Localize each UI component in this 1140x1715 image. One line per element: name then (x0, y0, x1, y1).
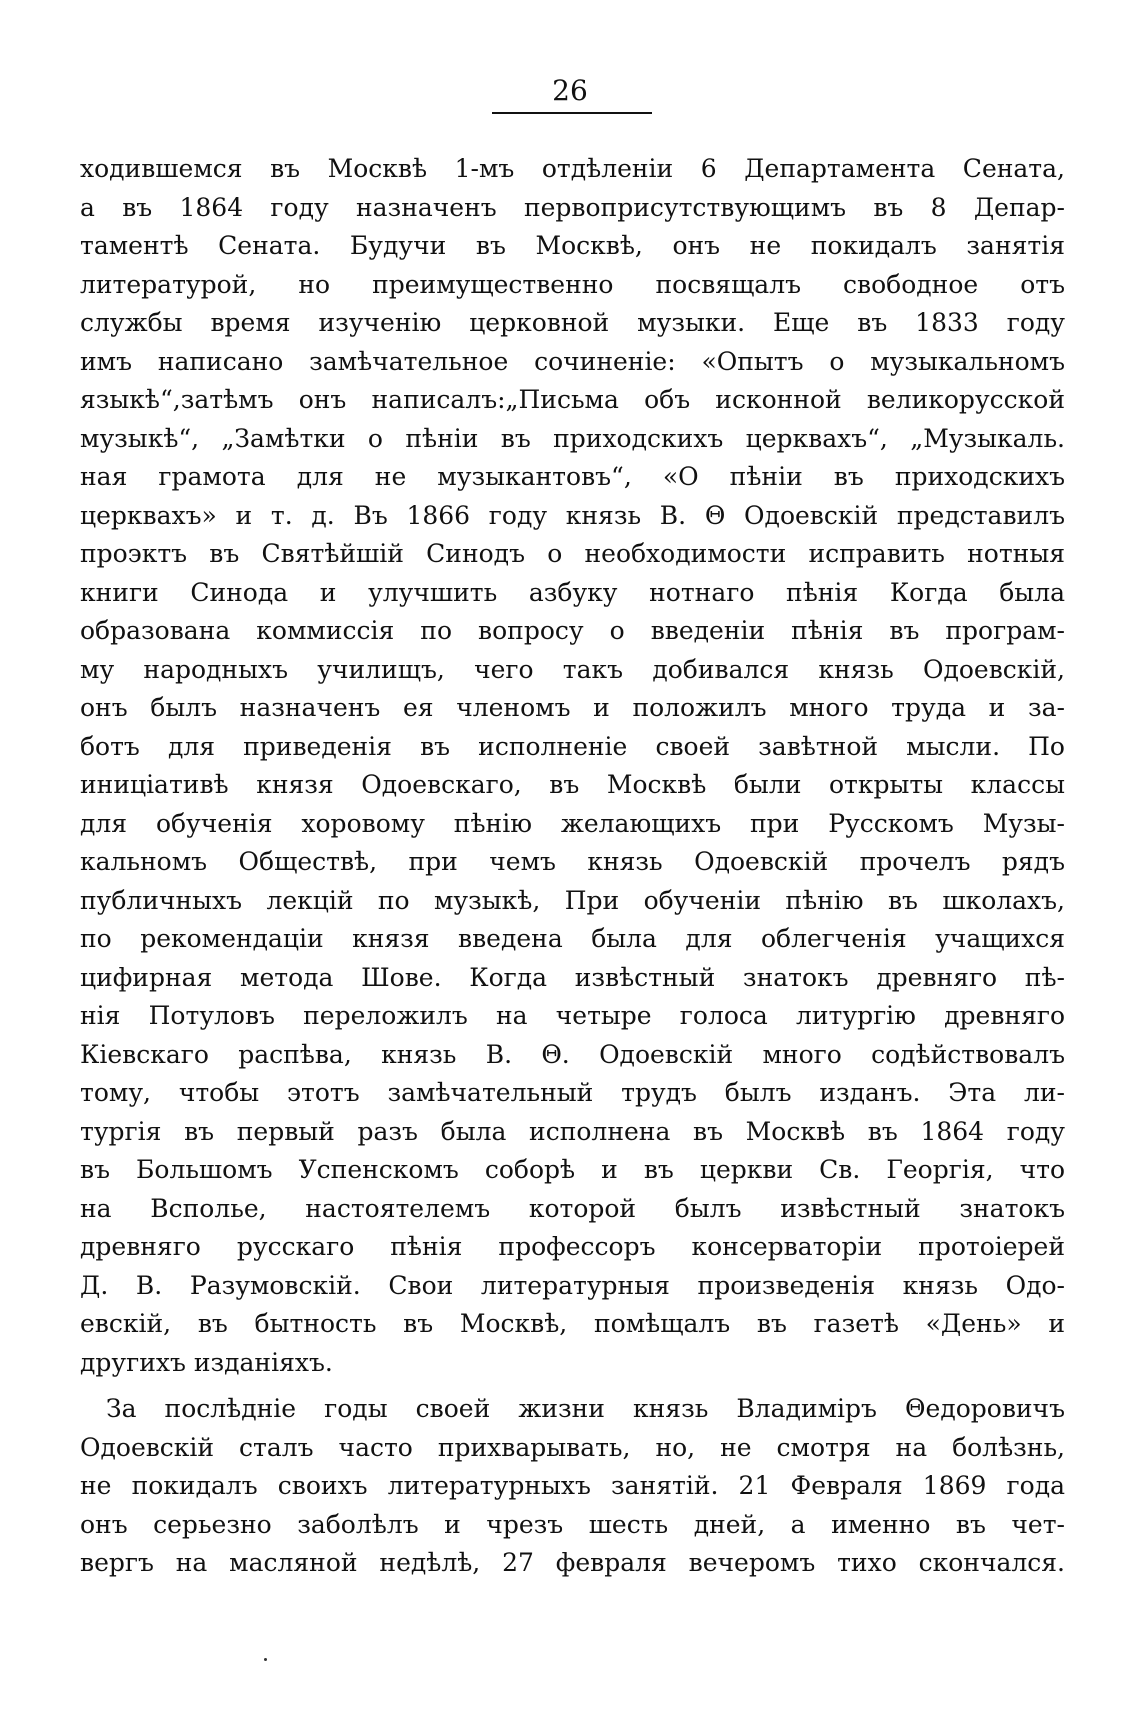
text-line: для обученія хоровому пѣнію желающихъ при Русскомъ Музы- (80, 808, 1065, 838)
text-line: ная грамота для не музыкантовъ“, «О пѣніи въ приходскихъ (80, 462, 1065, 491)
text-line: Д. В. Разумовскій. Свои литературныя произведенія князь Одо- (80, 1270, 1065, 1300)
text-line: а въ 1864 году назначенъ первоприсутствующимъ въ 8 Депар- (80, 192, 1065, 222)
text-line: имъ написано замѣчательное сочиненіе: «Опытъ о музыкальномъ (80, 346, 1065, 376)
text-line: музыкѣ“, „Замѣтки о пѣніи въ приходскихъ церквахъ“, „Музыкаль. (80, 423, 1065, 453)
text-line: литературой, но преимущественно посвящалъ свободное отъ (80, 269, 1065, 299)
paragraph-gap (80, 1382, 1065, 1390)
print-speck (264, 1658, 267, 1661)
text-line: кальномъ Обществѣ, при чемъ князь Одоевскій прочелъ рядъ (80, 847, 1065, 876)
text-line: тому, чтобы этотъ замѣчательный трудъ былъ изданъ. Эта ли- (80, 1078, 1065, 1107)
text-line: древняго русскаго пѣнія профессоръ консерваторіи протоіерей (80, 1232, 1065, 1261)
text-line: на Всполье, настоятелемъ которой былъ извѣстный знатокъ (80, 1193, 1065, 1223)
text-line: иниціативѣ князя Одоевскаго, въ Москвѣ были открыты классы (80, 770, 1065, 799)
paragraph-2 (80, 1390, 1065, 1583)
text-line: проэктъ въ Святѣйшій Синодъ о необходимости исправить нотныя (80, 539, 1065, 568)
text-line: ходившемся въ Москвѣ 1-мъ отдѣленіи 6 Департамента Сената, (80, 154, 1065, 183)
text-line: евскій, въ бытность въ Москвѣ, помѣщалъ въ газетѣ «День» и (80, 1309, 1065, 1338)
text-line: книги Синода и улучшить азбуку нотнаго пѣнія Когда была (80, 577, 1065, 607)
text-line: другихъ изданіяхъ. (80, 1347, 333, 1377)
text-line: цифирная метода Шове. Когда извѣстный знатокъ древняго пѣ- (80, 962, 1065, 992)
text-line: въ Большомъ Успенскомъ соборѣ и въ церкви Св. Георгія, что (80, 1155, 1065, 1184)
text-line: нія Потуловъ переложилъ на четыре голоса литургію древняго (80, 1001, 1065, 1030)
text-line: не покидалъ своихъ литературныхъ занятій. 21 Февраля 1869 года (80, 1471, 1065, 1500)
paragraph-1 (80, 150, 1065, 1382)
text-line: Кіевскаго распѣва, князь В. Θ. Одоевскій много содѣйствовалъ (80, 1039, 1065, 1069)
text-line: За послѣдніе годы своей жизни князь Владиміръ Θедоровичъ (106, 1394, 1065, 1423)
text-line: публичныхъ лекцій по музыкѣ, При обученіи пѣнію въ школахъ, (80, 885, 1065, 915)
text-line: языкѣ“,затѣмъ онъ написалъ:„Письма объ исконной великорусской (80, 385, 1065, 414)
text-line: тургія въ первый разъ была исполнена въ Москвѣ въ 1864 году (80, 1116, 1065, 1146)
page-number: 26 (552, 74, 588, 107)
text-line: церквахъ» и т. д. Въ 1866 году князь В. Θ Одоевскій представилъ (80, 500, 1065, 530)
text-line: образована коммиссія по вопросу о введеніи пѣнія въ програм- (80, 616, 1065, 645)
text-line: онъ былъ назначенъ ея членомъ и положилъ много труда и за- (80, 693, 1065, 722)
text-line: онъ серьезно заболѣлъ и чрезъ шесть дней, а именно въ чет- (80, 1509, 1065, 1539)
header-rule (492, 112, 652, 114)
text-line: вергъ на масляной недѣлѣ, 27 февраля вечеромъ тихо скончался. (80, 1548, 1065, 1577)
text-line: му народныхъ училищъ, чего такъ добивался князь Одоевскій, (80, 654, 1065, 684)
body-text (80, 150, 1065, 1583)
text-line: по рекомендаціи князя введена была для облегченія учащихся (80, 924, 1065, 953)
text-line: ботъ для приведенія въ исполненіе своей завѣтной мысли. По (80, 731, 1065, 761)
text-line: таментѣ Сената. Будучи въ Москвѣ, онъ не покидалъ занятія (80, 231, 1065, 260)
text-line: службы время изученію церковной музыки. Еще въ 1833 году (80, 308, 1065, 337)
text-line: Одоевскій сталъ часто прихварывать, но, не смотря на болѣзнь, (80, 1432, 1065, 1462)
